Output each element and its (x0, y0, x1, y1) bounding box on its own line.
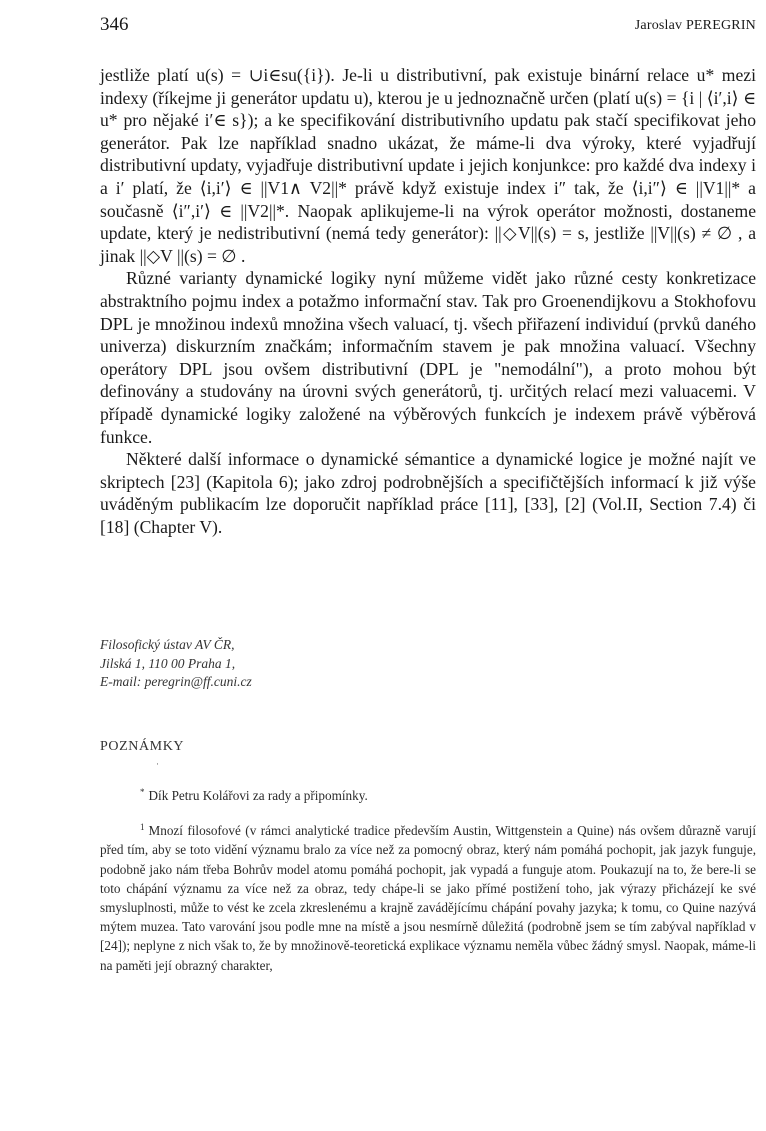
paragraph-2: Různé varianty dynamické logiky nyní můžeme vidět jako různé cesty konkretizace abstraktního pojmu index a potažmo informační stav. Tak pro Groenendijkovu a Stokhofovu DPL je množinou indexů množina všech valuací, tj. všech přiřazení individuí (prvků daného univerza) diskurzním značkám; informačním stavem je pak množina valuací. Všechny operátory DPL jsou ovšem distributivní (DPL je "nemodální"), a proto mohou být definovány a studovány na úrovni svých generátorů, tj. určitých relací mezi valuacemi. V případě dynamické logiky založené na výběrových funkcích je indexem právě výběrová funkce. (100, 268, 756, 447)
running-author: Jaroslav PEREGRIN (634, 18, 756, 33)
footnote-mark: 1 (140, 821, 145, 832)
paragraph-3: Některé další informace o dynamické sémantice a dynamické logice je možné najít ve skriptech [23] (Kapitola 6); jako zdroj podrobnějších a specifičtějších informací k již výše uváděným publikacím lze doporučit například práce [11], [33], [2] (Vol.II, Section 7.4) či [18] (Chapter V). (100, 449, 756, 537)
running-head (100, 14, 756, 40)
footnote-mark: * (140, 786, 145, 797)
footnote-1 (100, 821, 756, 975)
footnote-text: Mnozí filosofové (v rámci analytické tradice především Austin, Wittgenstein a Quine) nás ovšem důrazně varují před tím, aby se toto vidění významu bralo za více než za pomocný obraz, který nám pomáhá pochopit, jak jazyk funguje, podobně jako nám třeba Bohrův model atomu pomáhá pochopit, jak vypadá a funguje atom. Poukazují na to, že bere-li se toto chápání významu za více než za obraz, tedy chápe-li se jako přímé postižení toho, jak výrazy přicházejí ke své smysluplnosti, může to vést ke zcela zkreslenému a krajně zavádějícímu chápání povahy jazyka; k tomu, co Quine nazývá mýtem muzea. Tato varování jsou podle mne na místě a jsou nesmírně důležitá (podrobně jsem se tím zabýval například v [24]); neplyne z nich však to, že by množinově-teoretická explikace významu neměla vůbec žádný smysl. Naopak, máme-li na paměti její obrazný charakter, (100, 823, 756, 973)
page-number: 346 (100, 14, 129, 35)
paragraph-1: jestliže platí u(s) = ∪i∈su({i}). Je-li u distributivní, pak existuje binární relace u* mezi indexy (říkejme ji generátor updatu u), kterou je u jednoznačně určen (platí u(s) = {i | ⟨i′,i⟩ ∈ u* pro nějaké i′∈ s}); a ke specifikování distributivního updatu pak stačí specifikovat jeho generátor. Pak lze například snadno ukázat, že máme-li dva výroky, které vyjadřují distributivní updaty, vyjadřuje distributivní update i jejich konjunkce: pro každé dva indexy i a i′ platí, že ⟨i,i′⟩ ∈ ||V1∧ V2||* právě když existuje index i″ tak, že ⟨i,i″⟩ ∈ ||V1||* a současně ⟨i″,i′⟩ ∈ ||V2||*. Naopak aplikujeme-li na výrok operátor možnosti, dostaneme update, který je nedistributivní (nemá tedy generátor): ||◇V||(s) = s, jestliže ||V||(s) ≠ ∅ , a jinak ||◇V ||(s) = ∅ . (100, 65, 756, 266)
affiliation-email: E-mail: peregrin@ff.cuni.cz (100, 674, 252, 689)
notes-heading: POZNÁMKY (100, 739, 185, 754)
author-affiliation (100, 636, 500, 692)
footnote-text: Dík Petru Kolářovi za rady a připomínky. (148, 788, 368, 803)
stray-mark: · (156, 759, 159, 769)
affiliation-institute: Filosofický ústav AV ČR, (100, 637, 235, 652)
body-text (100, 64, 756, 538)
footnotes (100, 786, 756, 975)
affiliation-address: Jilská 1, 110 00 Praha 1, (100, 655, 236, 671)
footnote-acknowledgement (100, 786, 756, 805)
